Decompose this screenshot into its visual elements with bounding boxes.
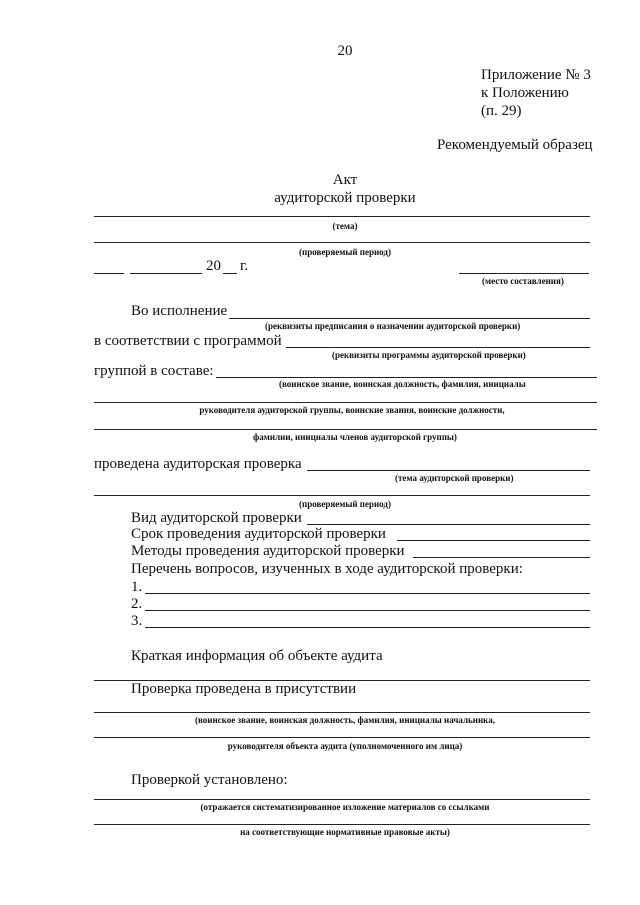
- act-title: Акт: [332, 172, 358, 188]
- date-year-suffix: г.: [240, 258, 249, 274]
- conducted-line: [307, 470, 590, 471]
- presence-caption-2: руководителя объекта аудита (уполномоченного им лица): [227, 741, 463, 751]
- order-details-caption: (реквизиты предписания о назначении аудиторской проверки): [265, 321, 521, 331]
- appendix-line-3: (п. 29): [481, 103, 522, 119]
- established-caption-2: на соответствующие нормативные правовые акты): [240, 827, 450, 837]
- per-program-label: в соответствии с программой: [94, 333, 282, 349]
- presence-line-1: [94, 712, 590, 713]
- established-line-1: [94, 799, 590, 800]
- established-caption-1: (отражается систематизированное изложение материалов со ссылками: [200, 802, 490, 812]
- question-3-number: 3.: [131, 613, 143, 629]
- date-month-line: [130, 273, 202, 274]
- question-3-line: [145, 627, 590, 628]
- audit-methods-label: Методы проведения аудиторской проверки: [131, 543, 405, 559]
- established-line-2: [94, 824, 590, 825]
- appendix-line-2: к Положению: [481, 85, 569, 101]
- audit-topic-caption: (тема аудиторской проверки): [395, 473, 514, 483]
- in-execution-label: Во исполнение: [131, 303, 228, 319]
- recommended-sample: Рекомендуемый образец: [437, 137, 593, 153]
- question-2-number: 2.: [131, 596, 143, 612]
- question-1-number: 1.: [131, 579, 143, 595]
- brief-info-label: Краткая информация об объекте аудита: [131, 648, 383, 664]
- in-execution-line: [229, 318, 590, 319]
- established-label: Проверкой установлено:: [131, 772, 288, 788]
- presence-label: Проверка проведена в присутствии: [131, 681, 357, 697]
- group-caption-2: руководителя аудиторской группы, воинские звания, воинские должности,: [199, 405, 505, 415]
- per-program-line: [286, 347, 590, 348]
- topic-line: [94, 216, 590, 217]
- group-line-1: [216, 377, 597, 378]
- period-caption-2: (проверяемый период): [299, 499, 391, 509]
- group-caption-1: (воинское звание, воинская должность, фамилия, инициалы: [279, 379, 526, 389]
- group-label: группой в составе:: [94, 363, 214, 379]
- period-caption: (проверяемый период): [299, 247, 391, 257]
- group-caption-3: фамилии, инициалы членов аудиторской группы): [253, 432, 457, 442]
- presence-line-2: [94, 737, 590, 738]
- date-year-prefix: 20: [206, 258, 221, 274]
- date-day-line: [94, 273, 124, 274]
- questions-label: Перечень вопросов, изученных в ходе аудиторской проверки:: [131, 561, 523, 577]
- date-year-line: [223, 273, 237, 274]
- audit-type-label: Вид аудиторской проверки: [131, 510, 302, 526]
- place-line: [459, 273, 589, 274]
- appendix-line-1: Приложение № 3: [481, 67, 591, 83]
- page-number: 20: [337, 43, 353, 59]
- audit-type-line: [307, 524, 590, 525]
- period-line: [94, 242, 590, 243]
- presence-caption-1: (воинское звание, воинская должность, фамилия, инициалы начальника,: [195, 715, 495, 725]
- group-line-2: [94, 402, 597, 403]
- audit-term-line: [397, 540, 590, 541]
- conducted-label: проведена аудиторская проверка: [94, 456, 302, 472]
- group-line-3: [94, 429, 597, 430]
- act-subtitle: аудиторской проверки: [274, 190, 416, 206]
- question-2-line: [145, 610, 590, 611]
- period-line-2: [94, 495, 590, 496]
- place-caption: (место составления): [482, 276, 564, 286]
- program-details-caption: (реквизиты программы аудиторской проверки): [332, 350, 526, 360]
- topic-caption: (тема): [332, 221, 358, 231]
- audit-term-label: Срок проведения аудиторской проверки: [131, 526, 386, 542]
- question-1-line: [145, 593, 590, 594]
- audit-methods-line: [413, 557, 590, 558]
